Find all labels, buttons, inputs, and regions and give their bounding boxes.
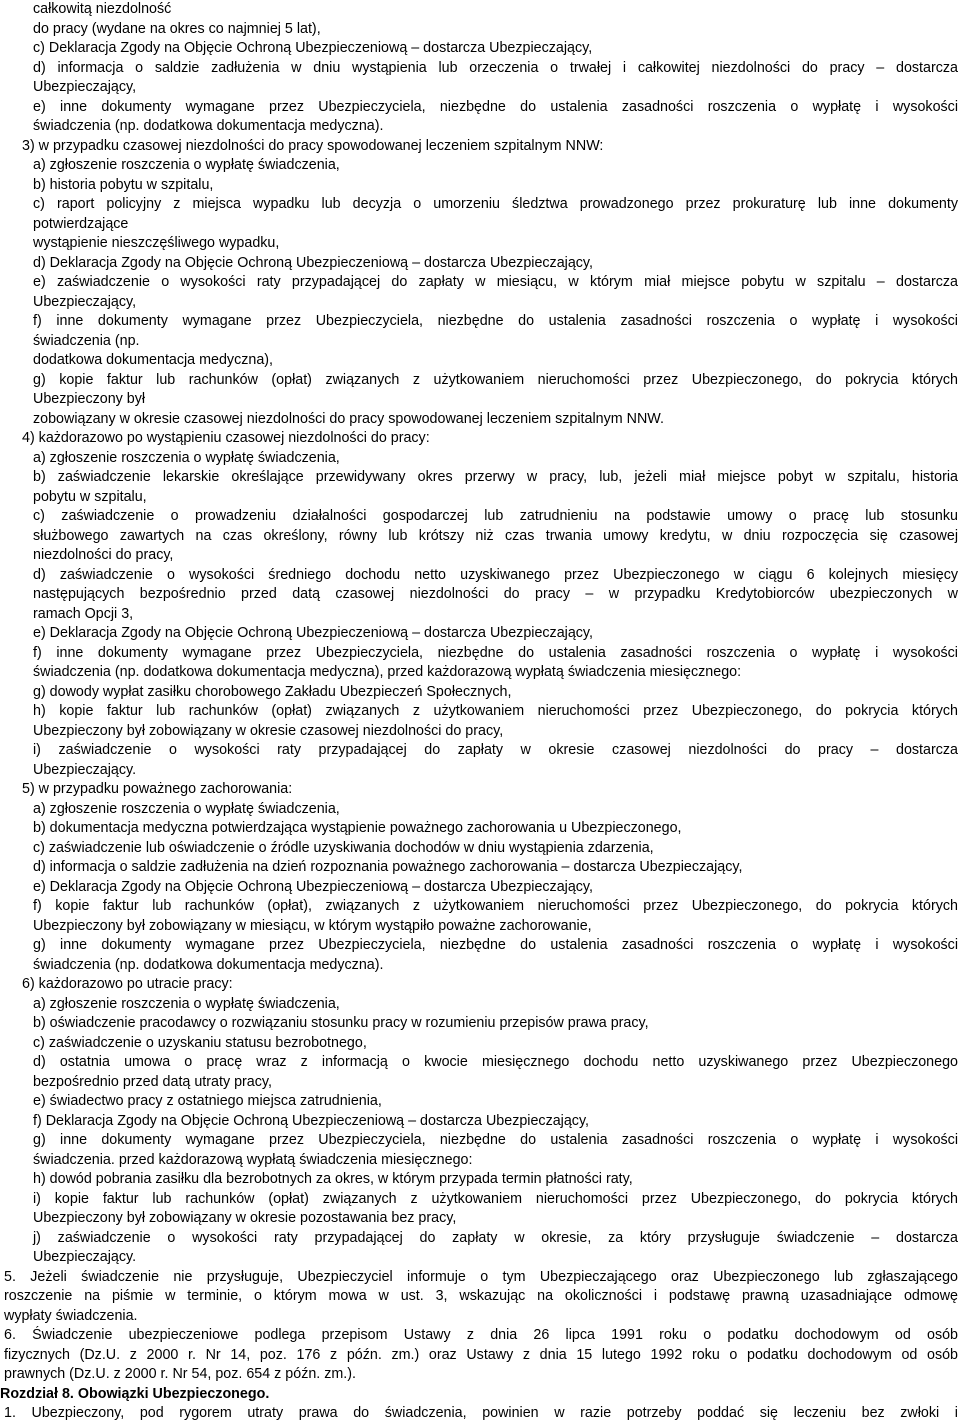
list-item-line: Ubezpieczony był (33, 391, 146, 407)
list-item-line: b) oświadczenie pracodawcy o rozwiązaniu stosunku pracy w rozumieniu przepisów prawa pracy, (33, 1015, 649, 1031)
paragraph-line: 1. Ubezpieczony, pod rygorem utraty prawa do świadczenia, powinien w razie potrzeby poddać się leczeniu bez zwłoki i (4, 1405, 958, 1421)
list-item-line: f) inne dokumenty wymagane przez Ubezpieczyciela, niezbędne do ustalenia zasadności roszczenia o wypłatę i wysokości (33, 644, 958, 661)
list-item-line: Ubezpieczający. (33, 1249, 137, 1265)
list-item-line: świadczenia (np. dodatkowa dokumentacja medyczna). (33, 118, 384, 134)
chapter-heading: Rozdział 8. Obowiązki Ubezpieczonego. (0, 1385, 270, 1402)
list-section-line: 5) w przypadku poważnego zachorowania: (22, 781, 293, 797)
list-item-line: c) zaświadczenie lub oświadczenie o źródle uzyskiwania dochodów w dniu wystąpienia zdarzenia, (33, 839, 654, 856)
list-item-line: a) zgłoszenie roszczenia o wypłatę świadczenia, (33, 449, 340, 466)
list-item-line: ramach Opcji 3, (33, 605, 134, 622)
list-section-line: 4) każdorazowo po wystąpieniu czasowej niezdolności do pracy: (22, 430, 430, 446)
list-item-line: e) Deklaracja Zgody na Objęcie Ochroną Ubezpieczeniową – dostarcza Ubezpieczający, (33, 625, 593, 641)
list-item-line: świadczenia. przed każdorazową wypłatą świadczenia miesięcznego: (33, 1151, 473, 1168)
list-item-line: a) zgłoszenie roszczenia o wypłatę świadczenia, (33, 157, 340, 173)
list-item-line: h) kopie faktur lub rachunków (opłat) związanych z użytkowaniem nieruchomości przez Ubezpieczonego, do pokrycia których (33, 703, 958, 719)
list-item-line: b) historia pobytu w szpitalu, (33, 176, 214, 193)
paragraph-line: prawnych (Dz.U. z 2000 r. Nr 54, poz. 654 z późn. zm.). (4, 1366, 357, 1382)
list-item-line: e) inne dokumenty wymagane przez Ubezpieczyciela, niezbędne do ustalenia zasadności roszczenia o wypłatę i wysokości (33, 98, 958, 115)
list-section-line: 3) w przypadku czasowej niezdolności do pracy spowodowanej leczeniem szpitalnym NNW: (22, 137, 604, 154)
list-item-line: d) zaświadczenie o wysokości średniego dochodu netto uzyskiwanego przez Ubezpieczonego w ciągu 6 kolejnych miesięcy (33, 566, 958, 583)
list-item-line: j) zaświadczenie o wysokości raty przypadającej do zapłaty w okresie, za który przysługuje świadczenie – dostarcza (33, 1229, 958, 1246)
list-item-line: g) inne dokumenty wymagane przez Ubezpieczyciela, niezbędne do ustalenia zasadności roszczenia o wypłatę i wysokości (33, 1132, 958, 1148)
list-item-line: Ubezpieczający. (33, 761, 137, 778)
list-item-line: d) Deklaracja Zgody na Objęcie Ochroną Ubezpieczeniową – dostarcza Ubezpieczający, (33, 254, 593, 271)
list-item-line: b) dokumentacja medyczna potwierdzająca wystąpienie poważnego zachorowania u Ubezpieczonego, (33, 820, 682, 836)
list-item-line: i) zaświadczenie o wysokości raty przypadającej do zapłaty w okresie czasowej niezdolności do pracy – dostarcza (33, 742, 958, 758)
list-item-line: d) ostatnia umowa o pracę wraz z informacją o kwocie miesięcznego dochodu netto uzyskiwanego przez Ubezpieczonego (33, 1054, 958, 1070)
list-item-line: dodatkowa dokumentacja medyczna), (33, 352, 274, 368)
list-item-line: f) inne dokumenty wymagane przez Ubezpieczyciela, niezbędne do ustalenia zasadności roszczenia o wypłatę i wysokości (33, 313, 958, 329)
paragraph-line: 5. Jeżeli świadczenie nie przysługuje, Ubezpieczyciel informuje o tym Ubezpieczającego oraz Ubezpieczonego lub zgłaszającego (4, 1268, 958, 1285)
list-item-line: c) Deklaracja Zgody na Objęcie Ochroną Ubezpieczeniową – dostarcza Ubezpieczający, (33, 40, 593, 56)
list-item-line: niezdolności do pracy, (33, 547, 174, 563)
list-item-line: potwierdzające (33, 215, 129, 232)
list-item-line: pobytu w szpitalu, (33, 488, 147, 505)
list-item-line: Ubezpieczony był zobowiązany w okresie pozostawania bez pracy, (33, 1210, 457, 1226)
paragraph-line: roszczenie na piśmie w terminie, o którym mowa w ust. 3, wskazując na okoliczności i podstawę prawną uzasadniające odmowę (4, 1288, 958, 1304)
list-item-line: następujących bezpośrednio przed datą czasowej niezdolności do pracy – w przypadku Kredytobiorców ubezpieczonych w (33, 586, 958, 602)
list-section-line: 6) każdorazowo po utracie pracy: (22, 976, 233, 992)
list-item-line: c) zaświadczenie o uzyskaniu statusu bezrobotnego, (33, 1034, 367, 1051)
list-item-line: b) zaświadczenie lekarskie określające przewidywany okres przerwy w pracy, lub, jeżeli miał miejsce pobyt w szpitalu, historia (33, 469, 958, 485)
list-item-line: c) zaświadczenie o prowadzeniu działalności gospodarczej lub zatrudnieniu na podstawie umowy o pracę lub stosunku (33, 508, 958, 524)
paragraph-line: 6. Świadczenie ubezpieczeniowe podlega przepisom Ustawy z dnia 26 lipca 1991 roku o podatku dochodowym od osób (4, 1327, 958, 1343)
list-item-line: e) zaświadczenie o wysokości raty przypadającej do zapłaty w miesiącu, w którym miał miejsce pobytu w szpitalu – dostarcza (33, 274, 958, 290)
list-item-line: zobowiązany w okresie czasowej niezdolności do pracy spowodowanej leczeniem szpitalnym NNW. (33, 410, 664, 427)
list-item-line: h) dowód pobrania zasiłku dla bezrobotnych za okres, w którym przypada termin płatności raty, (33, 1171, 633, 1187)
list-item-line: i) kopie faktur lub rachunków (opłat) związanych z użytkowaniem nieruchomości przez Ubezpieczonego, do pokrycia których (33, 1190, 958, 1207)
paragraph-line: fizycznych (Dz.U. z 2000 r. Nr 14, poz. 176 z późn. zm.) oraz Ustawy z dnia 15 lutego 1992 roku o podatku dochodowym od osób (4, 1346, 958, 1363)
list-item-line: świadczenia (np. (33, 332, 140, 349)
list-item-line: g) kopie faktur lub rachunków (opłat) związanych z użytkowaniem nieruchomości przez Ubezpieczonego, do pokrycia których (33, 371, 958, 388)
list-item-line: Ubezpieczający, (33, 79, 137, 95)
list-item-line: świadczenia (np. dodatkowa dokumentacja medyczna). (33, 956, 384, 973)
list-item-line: g) dowody wypłat zasiłku chorobowego Zakładu Ubezpieczeń Społecznych, (33, 683, 512, 700)
list-item-line: a) zgłoszenie roszczenia o wypłatę świadczenia, (33, 800, 340, 817)
list-item-line: f) Deklaracja Zgody na Objęcie Ochroną Ubezpieczeniową – dostarcza Ubezpieczający, (33, 1112, 590, 1129)
list-item-line: d) informacja o saldzie zadłużenia w dniu wystąpienia lub orzeczenia o trwałej i całkowitej niezdolności do pracy – dostarcza (33, 59, 958, 76)
list-item-line: g) inne dokumenty wymagane przez Ubezpieczyciela, niezbędne do ustalenia zasadności roszczenia o wypłatę i wysokości (33, 937, 958, 953)
list-item-line: a) zgłoszenie roszczenia o wypłatę świadczenia, (33, 995, 340, 1012)
paragraph-line: wypłaty świadczenia. (4, 1307, 138, 1324)
list-item-line: Ubezpieczony był zobowiązany w miesiącu, w którym wystąpiło poważne zachorowanie, (33, 917, 592, 934)
list-item-line: świadczenia (np. dodatkowa dokumentacja medyczna), przed każdorazową wypłatą świadczenia miesięcznego: (33, 664, 742, 680)
list-item-line: Ubezpieczający, (33, 293, 137, 310)
list-item-line: e) Deklaracja Zgody na Objęcie Ochroną Ubezpieczeniową – dostarcza Ubezpieczający, (33, 878, 593, 895)
list-item-line: całkowitą niezdolność (33, 1, 172, 17)
list-item-line: e) świadectwo pracy z ostatniego miejsca zatrudnienia, (33, 1093, 382, 1109)
list-item-line: do pracy (wydane na okres co najmniej 5 lat), (33, 20, 321, 37)
list-item-line: c) raport policyjny z miejsca wypadku lub decyzja o umorzeniu śledztwa prowadzonego przez prokuraturę lub inne dokumenty (33, 196, 958, 212)
list-item-line: d) informacja o saldzie zadłużenia na dzień rozpoznania poważnego zachorowania – dostarcza Ubezpieczający, (33, 859, 743, 875)
list-item-line: Ubezpieczony był zobowiązany w okresie czasowej niezdolności do pracy, (33, 722, 504, 739)
list-item-line: wystąpienie nieszczęśliwego wypadku, (33, 235, 280, 251)
list-item-line: f) kopie faktur lub rachunków (opłat), związanych z użytkowaniem nieruchomości przez Ubezpieczonego, do pokrycia których (33, 898, 958, 914)
list-item-line: służbowego zawartych na czas określony, równy lub krótszy niż czas trwania umowy kredytu, w dniu rozpoczęcia się czasowej (33, 527, 958, 544)
list-item-line: bezpośrednio przed datą utraty pracy, (33, 1073, 272, 1090)
